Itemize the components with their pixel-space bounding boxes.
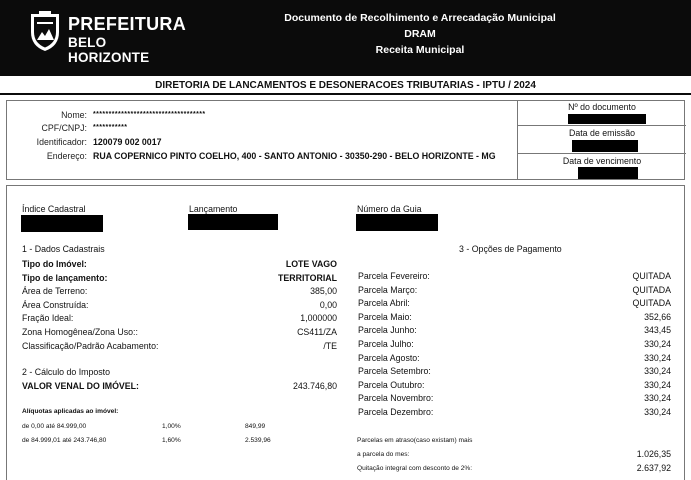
parcela-label: Parcela Julho: <box>358 339 414 349</box>
parcela-value: 330,24 <box>644 407 671 417</box>
document-info-column <box>517 101 685 180</box>
parcela-value: QUITADA <box>632 284 671 295</box>
dados-row-label: Tipo do Imóvel: <box>22 259 87 269</box>
parcela-label: Parcela Maio: <box>358 311 412 322</box>
cadastral-index-redacted <box>21 215 103 232</box>
dados-row-value: CS411/ZA <box>297 327 337 337</box>
aliquota-value: 2.539,96 <box>245 437 271 444</box>
dados-row-label: Fração Ideal: <box>22 313 74 324</box>
parcela-label: Parcela Abril: <box>358 298 410 309</box>
taxpayer-info-box <box>6 100 685 180</box>
section-dados-cadastrais-title: 1 - Dados Cadastrais <box>22 244 105 254</box>
aliquota-rate: 1,00% <box>162 423 181 430</box>
due-date-redacted <box>578 167 638 179</box>
doc-number-label: Nº do documento <box>568 102 636 112</box>
address-value: RUA COPERNICO PINTO COELHO, 400 - SANTO ANTONIO - 30350-290 - BELO HORIZONTE - MG <box>93 151 496 161</box>
dados-row-value: 0,00 <box>319 299 337 310</box>
section-pagamento-title: 3 - Opções de Pagamento <box>459 244 562 254</box>
dados-row-value: /TE <box>323 340 337 351</box>
section-calculo-title: 2 - Cálculo do Imposto <box>22 367 111 377</box>
doc-number-redacted <box>568 114 646 124</box>
parcela-value: 330,24 <box>644 379 671 390</box>
cpf-label: CPF/CNPJ: <box>41 123 87 133</box>
dados-row-label: Tipo de lançamento: <box>22 272 108 283</box>
logo-text-prefeitura: PREFEITURA <box>68 14 187 34</box>
name-label: Nome: <box>61 110 87 120</box>
atraso-label-line1: Parcelas em atraso(caso existam) mais <box>357 437 473 444</box>
name-value: ************************************ <box>93 111 206 118</box>
guide-number-label: Número da Guia <box>357 204 422 214</box>
dados-row-value: 1,000000 <box>300 313 337 324</box>
dados-row-label: Zona Homogênea/Zona Uso:: <box>22 327 138 337</box>
parcela-value: QUITADA <box>632 271 671 281</box>
venal-value-label: VALOR VENAL DO IMÓVEL: <box>22 381 139 391</box>
document-title-line2: DRAM <box>404 28 436 40</box>
aliquota-range: de 84.999,01 até 243.746,80 <box>22 437 107 444</box>
dados-row-value: LOTE VAGO <box>285 259 337 269</box>
parcela-value: 330,24 <box>644 366 671 377</box>
parcela-value: 330,24 <box>644 352 671 363</box>
cadastral-index-label: Índice Cadastral <box>22 204 86 214</box>
venal-value-amount: 243.746,80 <box>292 381 337 391</box>
document-title-line1: Documento de Recolhimento e Arrecadação Municipal <box>284 12 556 24</box>
identifier-value: 120079 002 0017 <box>93 137 162 147</box>
dados-row-value: TERRITORIAL <box>278 272 337 283</box>
document-title <box>250 10 590 58</box>
parcela-label: Parcela Agosto: <box>358 352 420 363</box>
parcela-label: Parcela Março: <box>358 284 418 295</box>
aliquota-rate: 1,60% <box>162 437 181 444</box>
parcela-value: 330,24 <box>644 339 671 349</box>
parcela-label: Parcela Novembro: <box>358 393 434 404</box>
quitacao-value: 2.637,92 <box>636 463 671 473</box>
logo-text-city: BELO HORIZONTE <box>68 35 150 65</box>
issue-date-redacted <box>572 140 638 152</box>
parcela-value: 352,66 <box>644 311 671 322</box>
tax-directorate-heading: DIRETORIA DE LANCAMENTOS E DESONERACOES TRIBUTARIAS - IPTU / 2024 <box>0 76 691 95</box>
document-title-line3: Receita Municipal <box>375 44 465 56</box>
aliquota-range: de 0,00 até 84.999,00 <box>22 423 87 430</box>
parcela-value: 330,24 <box>644 393 671 404</box>
atraso-value: 1.026,35 <box>636 449 671 459</box>
parcela-value: QUITADA <box>632 298 671 309</box>
parcela-label: Parcela Outubro: <box>358 379 425 390</box>
cpf-value: *********** <box>93 124 128 131</box>
parcela-value: 343,45 <box>644 325 671 336</box>
parcela-label: Parcela Fevereiro: <box>358 271 430 281</box>
dados-row-label: Área de Terreno: <box>22 286 88 297</box>
parcela-label: Parcela Junho: <box>358 325 417 336</box>
quitacao-label: Quitação integral com desconto de 2%: <box>357 465 473 472</box>
aliquotas-title: Alíquotas aplicadas ao imóvel: <box>22 408 119 415</box>
atraso-label-line2: a parcela do mes: <box>357 451 410 458</box>
lancamento-label: Lançamento <box>189 204 238 214</box>
parcela-label: Parcela Setembro: <box>358 366 431 377</box>
address-label: Endereço: <box>46 151 87 161</box>
dados-row-label: Área Construída: <box>22 299 89 310</box>
dados-row-label: Classificação/Padrão Acabamento: <box>22 340 159 351</box>
aliquota-value: 849,99 <box>245 423 266 430</box>
lancamento-redacted <box>188 214 278 230</box>
parcela-label: Parcela Dezembro: <box>358 407 434 417</box>
tax-details-box <box>6 185 685 480</box>
dados-row-value: 385,00 <box>310 286 337 297</box>
issue-date-label: Data de emissão <box>568 128 635 138</box>
guide-number-redacted <box>356 214 438 231</box>
prefeitura-logo <box>28 10 187 65</box>
due-date-label: Data de vencimento <box>562 156 642 166</box>
city-crest-icon <box>28 10 62 52</box>
identifier-label: Identificador: <box>36 137 87 147</box>
